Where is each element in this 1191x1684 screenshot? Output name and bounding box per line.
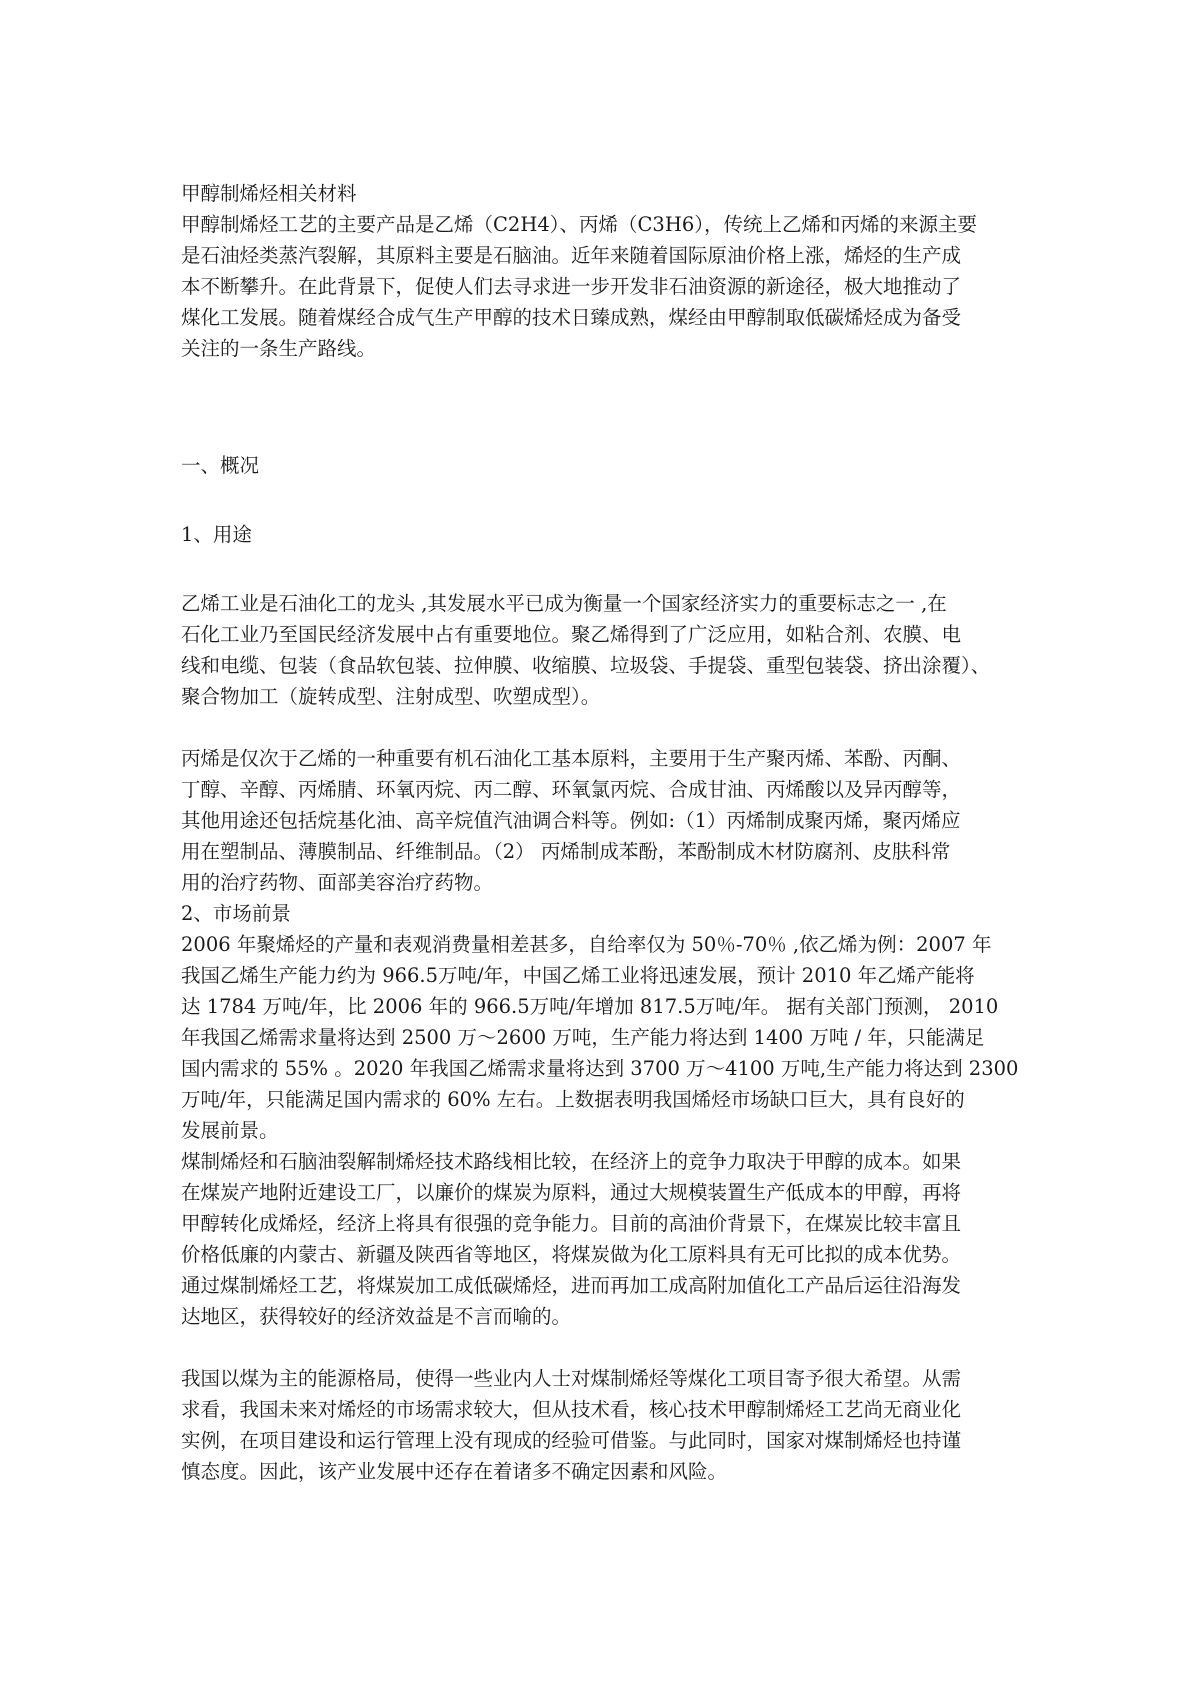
subsection-heading-market: 2、市场前景	[181, 902, 291, 925]
text-line: 丁醇、辛醇、丙烯腈、环氧丙烷、丙二醇、环氧氯丙烷、合成甘油、丙烯酸以及异丙醇等，	[181, 778, 962, 801]
document-title: 甲醇制烯烃相关材料	[181, 182, 357, 205]
section-heading-overview: 一、概况	[181, 454, 260, 477]
text-line: 丙烯是仅次于乙烯的一种重要有机石油化工基本原料，主要用于生产聚丙烯、苯酚、丙酮、	[181, 747, 962, 770]
text-line: 国内需求的 55% 。2020 年我国乙烯需求量将达到 3700 万～4100 万吨,生产能力将达到 2300	[181, 1057, 1019, 1080]
market-paragraph	[181, 929, 1049, 1146]
text-line: 在煤炭产地附近建设工厂，以廉价的煤炭为原料，通过大规模装置生产低成本的甲醇，再将	[181, 1181, 962, 1204]
energy-structure-paragraph	[181, 1363, 1049, 1487]
text-line: 达地区，获得较好的经济效益是不言而喻的。	[181, 1305, 572, 1328]
coal-olefin-paragraph	[181, 1146, 1049, 1332]
document-page	[181, 178, 1049, 1487]
text-line: 本不断攀升。在此背景下，促使人们去寻求进一步开发非石油资源的新途径，极大地推动了	[181, 275, 962, 298]
text-line: 年我国乙烯需求量将达到 2500 万～2600 万吨，生产能力将达到 1400 万吨 / 年，只能满足	[181, 1026, 985, 1049]
text-line: 是石油烃类蒸汽裂解，其原料主要是石脑油。近年来随着国际原油价格上涨，烯烃的生产成	[181, 244, 962, 267]
text-line: 万吨/年，只能满足国内需求的 60% 左右。上数据表明我国烯烃市场缺口巨大，具有良好的	[181, 1088, 965, 1111]
subsection-heading-uses: 1、用途	[181, 523, 252, 546]
text-line: 乙烯工业是石油化工的龙头 ,其发展水平已成为衡量一个国家经济实力的重要标志之一 ,在	[181, 592, 947, 615]
text-line: 价格低廉的内蒙古、新疆及陕西省等地区，将煤炭做为化工原料具有无可比拟的成本优势。	[181, 1243, 962, 1266]
text-line: 求看，我国未来对烯烃的市场需求较大，但从技术看，核心技术甲醇制烯烃工艺尚无商业化	[181, 1398, 962, 1421]
text-line: 达 1784 万吨/年，比 2006 年的 966.5万吨/年增加 817.5万吨/年。 据有关部门预测， 2010	[181, 995, 999, 1018]
text-line: 线和电缆、包装（食品软包装、拉伸膜、收缩膜、垃圾袋、手提袋、重型包装袋、挤出涂覆）、	[181, 654, 991, 677]
text-line: 甲醇制烯烃工艺的主要产品是乙烯（C2H4）、丙烯（C3H6），传统上乙烯和丙烯的来源主要	[181, 213, 977, 236]
text-line: 用在塑制品、薄膜制品、纤维制品。（2） 丙烯制成苯酚，苯酚制成木材防腐剂、皮肤科常	[181, 840, 951, 863]
text-line: 甲醇转化成烯烃，经济上将具有很强的竞争能力。目前的高油价背景下，在煤炭比较丰富且	[181, 1212, 962, 1235]
text-line: 聚合物加工（旋转成型、注射成型、吹塑成型）。	[181, 685, 601, 708]
intro-paragraph	[181, 209, 1049, 364]
text-line: 煤制烯烃和石脑油裂解制烯烃技术路线相比较，在经济上的竞争力取决于甲醇的成本。如果	[181, 1150, 962, 1173]
text-line: 发展前景。	[181, 1119, 279, 1142]
text-line: 慎态度。因此，该产业发展中还存在着诸多不确定因素和风险。	[181, 1460, 728, 1483]
ethylene-paragraph	[181, 588, 1049, 712]
text-line: 我国乙烯生产能力约为 966.5万吨/年，中国乙烯工业将迅速发展，预计 2010 年乙烯产能将	[181, 964, 975, 987]
text-line: 通过煤制烯烃工艺，将煤炭加工成低碳烯烃，进而再加工成高附加值化工产品后运往沿海发	[181, 1274, 962, 1297]
text-line: 关注的一条生产路线。	[181, 337, 377, 360]
text-line: 石化工业乃至国民经济发展中占有重要地位。聚乙烯得到了广泛应用，如粘合剂、农膜、电	[181, 623, 962, 646]
text-line: 2006 年聚烯烃的产量和表观消费量相差甚多，自给率仅为 50％-70％ ,依乙烯为例：2007 年	[181, 933, 992, 956]
propylene-paragraph	[181, 743, 1049, 898]
text-line: 煤化工发展。随着煤经合成气生产甲醇的技术日臻成熟，煤经由甲醇制取低碳烯烃成为备受	[181, 306, 962, 329]
text-line: 实例，在项目建设和运行管理上没有现成的经验可借鉴。与此同时，国家对煤制烯烃也持谨	[181, 1429, 962, 1452]
text-line: 我国以煤为主的能源格局，使得一些业内人士对煤制烯烃等煤化工项目寄予很大希望。从需	[181, 1367, 962, 1390]
text-line: 其他用途还包括烷基化油、高辛烷值汽油调合料等。例如:（1）丙烯制成聚丙烯，聚丙烯应	[181, 809, 961, 832]
text-line: 用的治疗药物、面部美容治疗药物。	[181, 871, 494, 894]
